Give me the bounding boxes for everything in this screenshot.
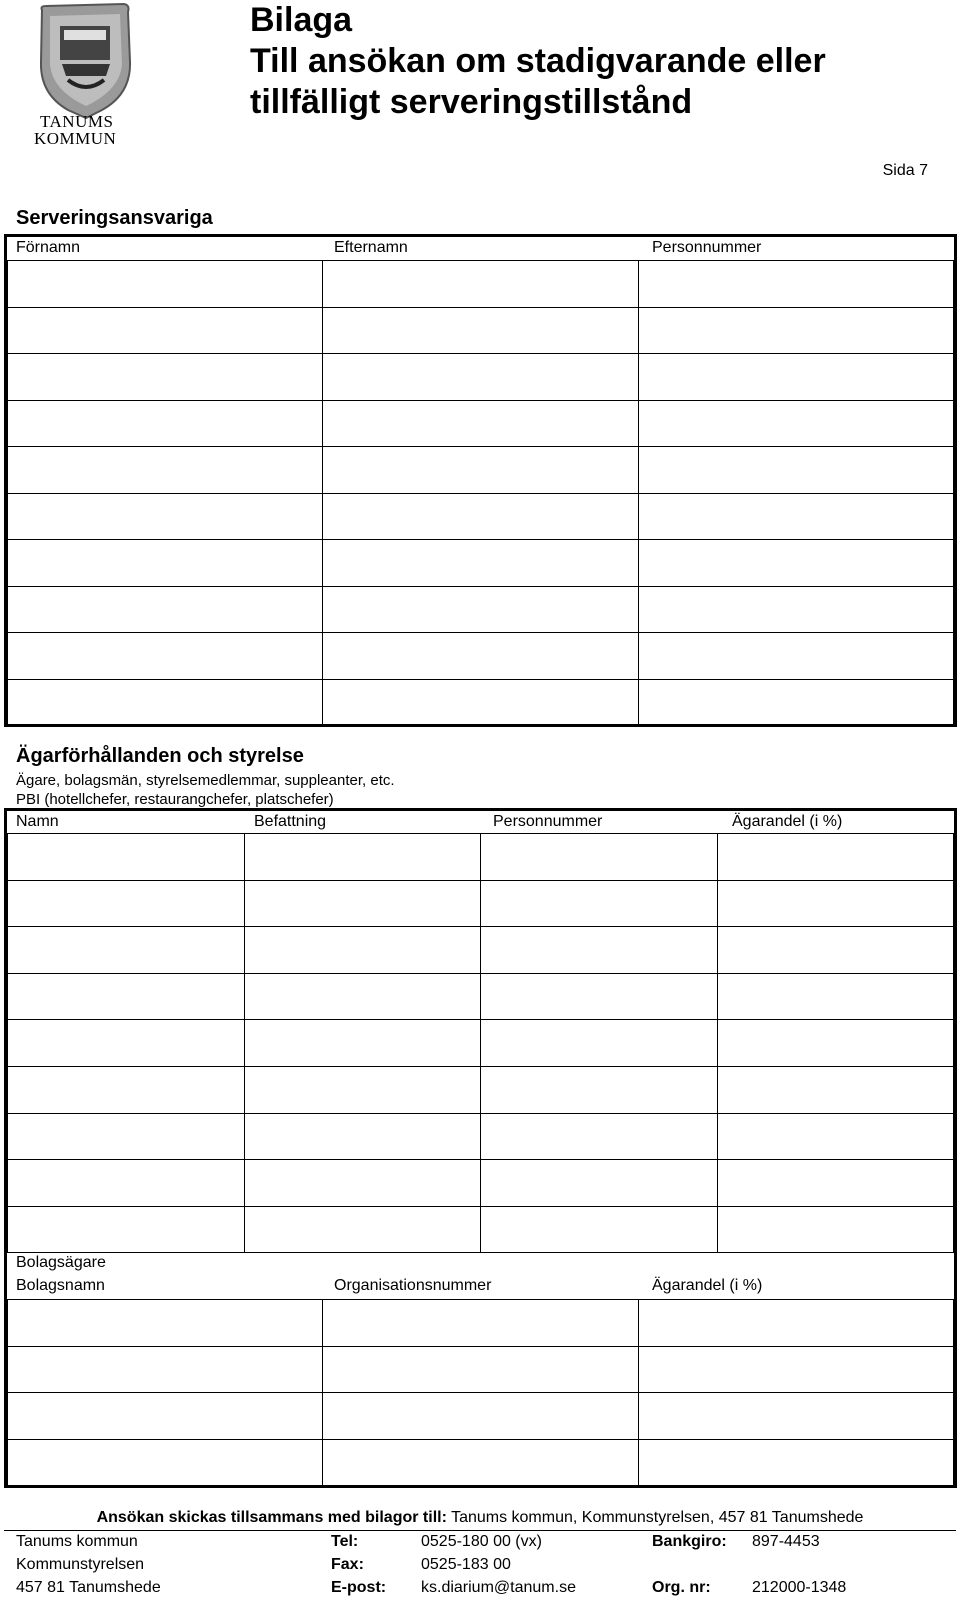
form-field-cell[interactable] — [8, 834, 245, 881]
form-field-cell[interactable] — [8, 679, 323, 726]
form-field-cell[interactable] — [638, 633, 953, 680]
form-row — [8, 307, 954, 354]
form-row — [8, 1206, 954, 1253]
form-field-cell[interactable] — [638, 1346, 953, 1393]
col-header-namn: Namn — [16, 813, 59, 830]
col-header-personnummer: Personnummer — [652, 239, 762, 256]
form-field-cell[interactable] — [8, 307, 323, 354]
footer-fax-label: Fax: — [331, 1556, 364, 1573]
form-field-cell[interactable] — [8, 927, 245, 974]
form-field-cell[interactable] — [323, 493, 638, 540]
form-row — [8, 973, 954, 1020]
form-field-cell[interactable] — [244, 1160, 481, 1207]
form-row — [8, 633, 954, 680]
title-line-3: tillfälligt serveringstillstånd — [250, 83, 693, 121]
col-header-fornamn: Förnamn — [16, 239, 81, 256]
form-field-cell[interactable] — [323, 586, 638, 633]
bolagsagare-table — [7, 1299, 954, 1486]
form-row — [8, 1393, 954, 1440]
form-row — [8, 1346, 954, 1393]
form-field-cell[interactable] — [717, 1160, 954, 1207]
col-header-bolagsnamn: Bolagsnamn — [16, 1277, 105, 1294]
agarforhallanden-subtitle-1: Ägare, bolagsmän, styrelsemedlemmar, suppleanter, etc. — [16, 772, 395, 789]
form-field-cell[interactable] — [8, 1300, 323, 1347]
form-field-cell[interactable] — [8, 493, 323, 540]
form-field-cell[interactable] — [717, 1113, 954, 1160]
form-row — [8, 447, 954, 494]
footer-tel-label: Tel: — [331, 1533, 359, 1550]
form-field-cell[interactable] — [323, 1439, 638, 1486]
form-field-cell[interactable] — [244, 1113, 481, 1160]
form-field-cell[interactable] — [8, 354, 323, 401]
form-row — [8, 1300, 954, 1347]
form-field-cell[interactable] — [638, 493, 953, 540]
form-field-cell[interactable] — [8, 1020, 245, 1067]
form-field-cell[interactable] — [638, 400, 953, 447]
form-field-cell[interactable] — [481, 927, 718, 974]
form-field-cell[interactable] — [638, 261, 953, 308]
form-field-cell[interactable] — [481, 1020, 718, 1067]
footer-epost-value[interactable]: ks.diarium@tanum.se — [421, 1579, 576, 1596]
form-row — [8, 1160, 954, 1207]
form-field-cell[interactable] — [8, 400, 323, 447]
form-field-cell[interactable] — [8, 880, 245, 927]
form-field-cell[interactable] — [323, 679, 638, 726]
footer-epost-label: E-post: — [331, 1579, 387, 1596]
form-field-cell[interactable] — [323, 354, 638, 401]
form-field-cell[interactable] — [8, 447, 323, 494]
bolagsagare-title: Bolagsägare — [16, 1254, 106, 1271]
logo-text-line1: TANUMS — [40, 112, 114, 131]
form-field-cell[interactable] — [244, 1206, 481, 1253]
col-header-efternamn: Efternamn — [334, 239, 408, 256]
agarforhallanden-table — [7, 833, 954, 1253]
form-field-cell[interactable] — [638, 447, 953, 494]
footer-bankgiro-label: Bankgiro: — [652, 1533, 727, 1550]
form-field-cell[interactable] — [481, 973, 718, 1020]
form-field-cell[interactable] — [717, 1020, 954, 1067]
form-field-cell[interactable] — [244, 1066, 481, 1113]
tanums-kommun-logo — [32, 2, 138, 150]
form-field-cell[interactable] — [717, 834, 954, 881]
form-field-cell[interactable] — [8, 1206, 245, 1253]
form-field-cell[interactable] — [481, 834, 718, 881]
form-field-cell[interactable] — [638, 586, 953, 633]
form-field-cell[interactable] — [8, 586, 323, 633]
form-field-cell[interactable] — [8, 1160, 245, 1207]
section-title-serveringsansvariga: Serveringsansvariga — [16, 207, 213, 229]
form-field-cell[interactable] — [323, 307, 638, 354]
form-row — [8, 540, 954, 587]
form-field-cell[interactable] — [8, 1393, 323, 1440]
serveringsansvariga-table — [7, 260, 954, 726]
form-field-cell[interactable] — [8, 1439, 323, 1486]
form-field-cell[interactable] — [481, 1206, 718, 1253]
form-row — [8, 261, 954, 308]
form-field-cell[interactable] — [638, 1300, 953, 1347]
footer-notice-address: Tanums kommun, Kommunstyrelsen, 457 81 Tanumshede — [451, 1509, 864, 1526]
form-field-cell[interactable] — [638, 1439, 953, 1486]
form-field-cell[interactable] — [323, 447, 638, 494]
form-field-cell[interactable] — [244, 880, 481, 927]
form-field-cell[interactable] — [323, 261, 638, 308]
form-row — [8, 1020, 954, 1067]
form-field-cell[interactable] — [717, 927, 954, 974]
form-field-cell[interactable] — [717, 1206, 954, 1253]
section-title-agarforhallanden: Ägarförhållanden och styrelse — [16, 745, 304, 767]
footer-divider — [4, 1530, 956, 1531]
form-row — [8, 354, 954, 401]
form-field-cell[interactable] — [323, 1346, 638, 1393]
form-field-cell[interactable] — [638, 307, 953, 354]
title-line-1: Bilaga — [250, 1, 353, 39]
form-field-cell[interactable] — [8, 973, 245, 1020]
footer-notice — [0, 1509, 960, 1527]
form-field-cell[interactable] — [244, 973, 481, 1020]
footer-tel-value: 0525-180 00 (vx) — [421, 1533, 542, 1550]
form-field-cell[interactable] — [8, 1113, 245, 1160]
form-field-cell[interactable] — [323, 1393, 638, 1440]
form-row — [8, 1113, 954, 1160]
form-row — [8, 586, 954, 633]
footer-bankgiro-value: 897-4453 — [752, 1533, 820, 1550]
form-field-cell[interactable] — [717, 1066, 954, 1113]
form-row — [8, 1066, 954, 1113]
form-row — [8, 679, 954, 726]
form-field-cell[interactable] — [323, 400, 638, 447]
form-row — [8, 1439, 954, 1486]
form-field-cell[interactable] — [244, 834, 481, 881]
agarforhallanden-subtitle-2: PBI (hotellchefer, restaurangchefer, platschefer) — [16, 791, 334, 808]
form-field-cell[interactable] — [8, 1066, 245, 1113]
col-header-organisationsnummer: Organisationsnummer — [334, 1277, 492, 1294]
form-field-cell[interactable] — [717, 973, 954, 1020]
page-number: Sida 7 — [882, 162, 928, 179]
col-header-agarandel: Ägarandel (i %) — [732, 813, 843, 830]
form-field-cell[interactable] — [323, 540, 638, 587]
footer-orgnr-label: Org. nr: — [652, 1579, 711, 1596]
form-field-cell[interactable] — [8, 261, 323, 308]
form-field-cell[interactable] — [323, 1300, 638, 1347]
form-row — [8, 880, 954, 927]
form-field-cell[interactable] — [244, 927, 481, 974]
form-field-cell[interactable] — [8, 540, 323, 587]
form-field-cell[interactable] — [638, 540, 953, 587]
form-field-cell[interactable] — [8, 633, 323, 680]
form-field-cell[interactable] — [638, 679, 953, 726]
logo-text-line2: KOMMUN — [34, 129, 117, 148]
form-row — [8, 834, 954, 881]
form-field-cell[interactable] — [8, 1346, 323, 1393]
document-title — [250, 0, 826, 123]
form-row — [8, 400, 954, 447]
form-field-cell[interactable] — [244, 1020, 481, 1067]
form-field-cell[interactable] — [717, 880, 954, 927]
form-field-cell[interactable] — [481, 1066, 718, 1113]
form-field-cell[interactable] — [638, 354, 953, 401]
footer-notice-bold: Ansökan skickas tillsammans med bilagor till: — [96, 1509, 447, 1526]
form-field-cell[interactable] — [481, 1160, 718, 1207]
col-header-personnummer-2: Personnummer — [493, 813, 603, 830]
col-header-agarandel-2: Ägarandel (i %) — [652, 1277, 763, 1294]
footer-org-1: Tanums kommun — [16, 1533, 138, 1550]
title-line-2: Till ansökan om stadigvarande eller — [250, 42, 826, 80]
form-row — [8, 927, 954, 974]
form-field-cell[interactable] — [323, 633, 638, 680]
form-field-cell[interactable] — [638, 1393, 953, 1440]
form-field-cell[interactable] — [481, 1113, 718, 1160]
form-field-cell[interactable] — [481, 880, 718, 927]
footer-org-2: Kommunstyrelsen — [16, 1556, 145, 1573]
footer-org-3: 457 81 Tanumshede — [16, 1579, 161, 1596]
form-row — [8, 493, 954, 540]
footer-orgnr-value: 212000-1348 — [752, 1579, 847, 1596]
footer-fax-value: 0525-183 00 — [421, 1556, 511, 1573]
col-header-befattning: Befattning — [254, 813, 327, 830]
